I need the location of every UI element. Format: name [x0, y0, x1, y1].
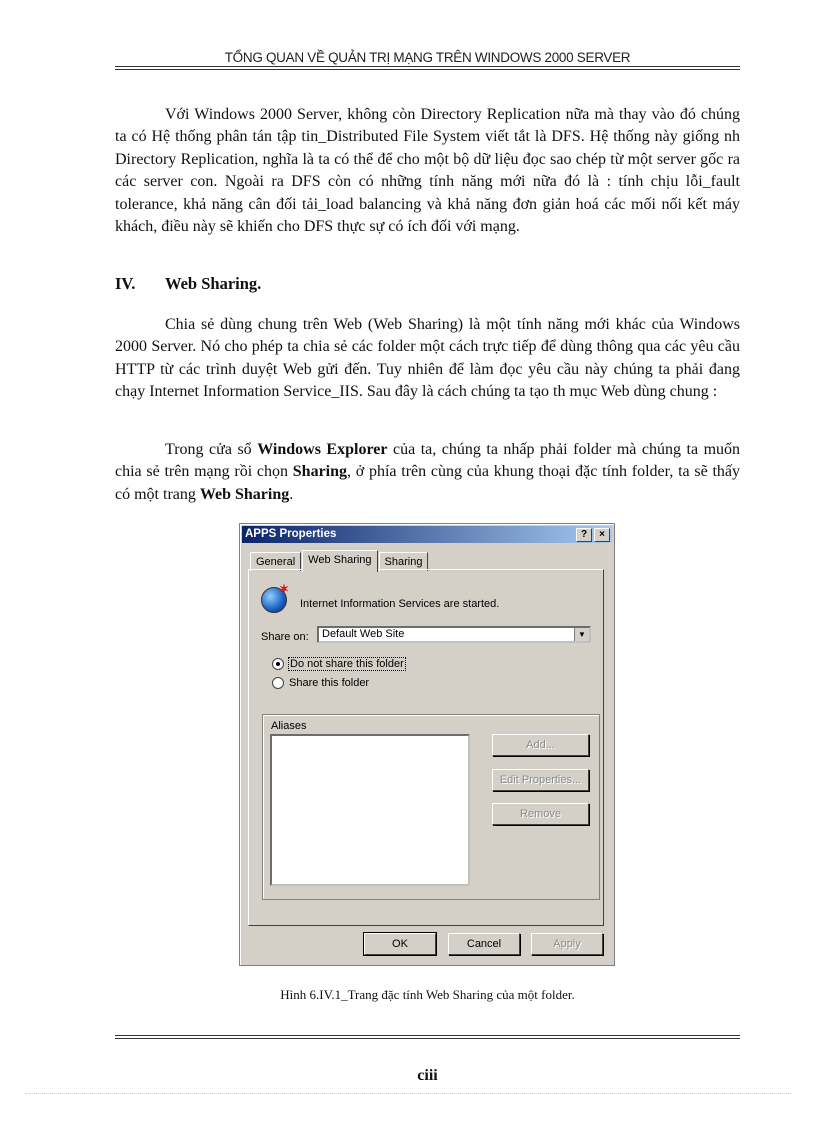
- page-edge-dotted-line: [25, 1093, 791, 1094]
- section-heading: [115, 274, 261, 294]
- footer-rule: [115, 1035, 740, 1039]
- page-header: TỔNG QUAN VỀ QUẢN TRỊ MẠNG TRÊN WINDOWS 2000 SERVER: [224, 50, 631, 65]
- page-number: ciii: [417, 1067, 438, 1084]
- tab-general[interactable]: General: [250, 552, 301, 571]
- paragraph-dfs: Với Windows 2000 Server, không còn Directory Replication nữa mà thay vào đó chúng ta có Hệ thống phân tán tập tin_Distributed File System viết tắt là DFS. Hệ thống này giống nh Directory Replication, nghĩa là ta có thể để cho một bộ dữ liệu đọc sao chép từ một server gốc ra các server con. Ngoài ra DFS còn có những tính năng mới nữa đó là : tính chịu lỗi_fault tolerance, khả năng cân đối tải_load balancing và khả năng đơn giản hoá các mối nối kết máy khách, điều này sẽ khiến cho DFS thực sự có ích đối với mạng.: [115, 106, 740, 236]
- tab-panel: [248, 569, 604, 926]
- chevron-down-icon[interactable]: ▼: [574, 628, 589, 641]
- radio-unselected-icon[interactable]: [272, 677, 284, 689]
- aliases-label: Aliases: [271, 720, 307, 732]
- paragraph-web-sharing: Chia sẻ dùng chung trên Web (Web Sharing) là một tính năng mới khác của Windows 2000 Server. Nó cho phép ta chia sẻ các folder một cách trực tiếp để dùng thông qua các yêu cầu HTTP từ các trình duyệt Web gửi đến. Tuy nhiên để làm đọc yêu cầu này chúng ta phải đang chạy Internet Information Service_IIS. Sau đây là cách chúng ta tạo th mục Web dùng chung :: [115, 316, 740, 401]
- ok-button[interactable]: OK: [364, 933, 436, 955]
- edit-properties-button[interactable]: Edit Properties...: [492, 769, 589, 791]
- paragraph-instructions: [115, 439, 740, 506]
- radio-do-not-share-label: Do not share this folder: [290, 658, 404, 670]
- share-on-label: Share on:: [261, 631, 309, 643]
- bold-web-sharing: Web Sharing: [199, 485, 290, 503]
- text: của ta, chúng ta nhấp phải folder mà chúng ta muốn chia sẻ trên mạng rồi chọn: [115, 441, 741, 481]
- close-button[interactable]: ×: [594, 528, 610, 542]
- section-number: IV.: [115, 274, 136, 293]
- add-button[interactable]: Add...: [492, 734, 589, 756]
- tab-sharing[interactable]: Sharing: [379, 552, 429, 571]
- bold-windows-explorer: Windows Explorer: [257, 441, 388, 458]
- cancel-button[interactable]: Cancel: [448, 933, 520, 955]
- radio-share[interactable]: [272, 677, 372, 689]
- text: , ở phía trên cùng của khung thoại đặc tính folder, ta sẽ thấy có một trang: [115, 463, 740, 503]
- dialog-titlebar: [242, 526, 612, 543]
- share-on-value: Default Web Site: [322, 628, 405, 640]
- radio-share-label: Share this folder: [289, 677, 370, 689]
- header-rule: [115, 66, 740, 70]
- status-star-icon: ✶: [279, 582, 290, 596]
- text: .: [289, 485, 294, 503]
- radio-do-not-share[interactable]: [272, 658, 405, 670]
- share-on-dropdown[interactable]: [317, 626, 591, 643]
- help-button[interactable]: ?: [576, 528, 592, 542]
- radio-selected-icon[interactable]: [272, 658, 284, 670]
- apply-button[interactable]: Apply: [531, 933, 603, 955]
- iis-status-text: Internet Information Services are started.: [300, 598, 500, 610]
- text: Trong cửa sổ: [165, 441, 258, 458]
- remove-button[interactable]: Remove: [492, 803, 589, 825]
- tab-web-sharing[interactable]: Web Sharing: [302, 550, 377, 572]
- figure-caption: Hình 6.IV.1_Trang đặc tính Web Sharing của một folder.: [280, 987, 575, 1002]
- properties-dialog: [239, 523, 615, 966]
- aliases-listbox[interactable]: [270, 734, 470, 886]
- section-title: Web Sharing.: [165, 274, 262, 293]
- bold-sharing: Sharing: [292, 463, 348, 481]
- dialog-title: APPS Properties: [245, 528, 337, 540]
